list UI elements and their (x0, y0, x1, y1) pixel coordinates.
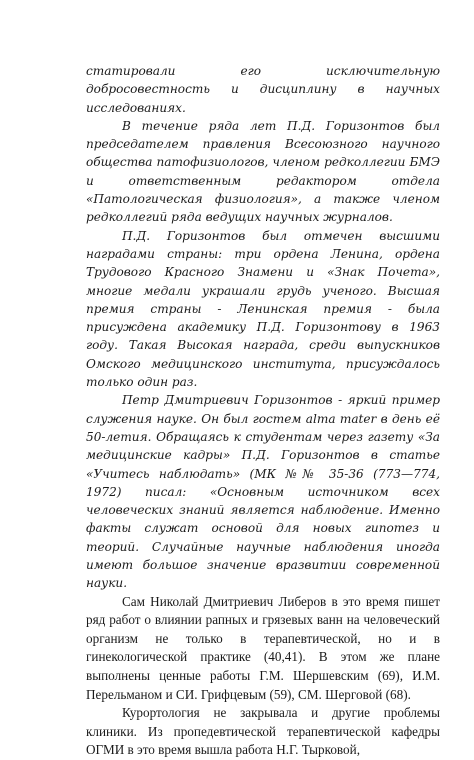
paragraph-3: П.Д. Горизонтов был отмечен высшими наградами страны: три ордена Ленина, ордена Трудового Красного Знамени и «Знак Почета», многие медали украшали грудь ученого. Высшая премия страны - Ленинская премия - была присуждена академику П.Д. Горизонтову в 1963 году. Такая Высокая награда, среди выпускников Омского медицинского института, присуждалось только один раз. (86, 228, 440, 390)
document-page (86, 62, 440, 760)
paragraph-6: Курортология не закрывала и другие проблемы клиники. Из пропедевтической терапевтической кафедры ОГМИ в это время вышла работа Н.Г. Тырковой, (86, 705, 440, 758)
paragraph-2: В течение ряда лет П.Д. Горизонтов был председателем правления Всесоюзного научного общества патофизиологов, членом редколлегии БМЭ и ответственным редактором отдела «Патологическая физиология», а также членом редколлегий ряда ведущих научных журналов. (86, 118, 440, 225)
paragraph-4: Петр Дмитриевич Горизонтов - яркий пример служения науке. Он был гостем alma mater в день её 50-летия. Обращаясь к студентам через газету «За медицинские кадры» П.Д. Горизонтов в статье «Учитесь наблюдать» (МК №№ 35-36 (773—774, 1972) писал: «Основным источником всех человеческих знаний является наблюдение. Именно факты служат основой для новых гипотез и теорий. Случайные научные наблюдения иногда имеют большое значение вразвитии современной науки. (86, 393, 440, 591)
paragraph-1: статировали его исключительную добросовестность и дисциплину в научных исследованиях. (86, 64, 440, 115)
paragraph-5: Сам Николай Дмитриевич Либеров в это время пишет ряд работ о влиянии рапных и грязевых ванн на человеческий организм не только в терапевтической, но и в гинекологической практике (40,41). В этом же плане выполнены ценные работы Г.М. Шершевским (69), И.М. Перельманом и СИ. Грифцевым (59), СМ. Шерговой (68). (86, 593, 440, 702)
